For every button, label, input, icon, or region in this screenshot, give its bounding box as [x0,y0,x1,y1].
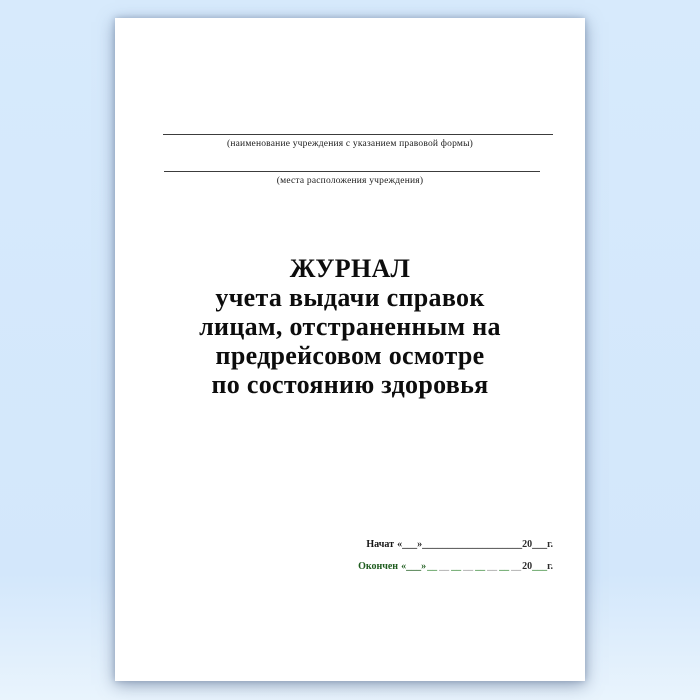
title-line-2: учета выдачи справок [215,283,485,312]
end-date-fill-dash: __ [463,561,474,572]
end-date-year-prefix: 20 [522,561,533,572]
end-date-fill-dash: __ [511,561,522,572]
end-date-fill-dash: __ [427,561,438,572]
start-date-label: Начат [366,539,395,550]
dates-block [358,534,553,578]
end-date-fill [426,561,522,572]
end-date-fill-dash: __ [499,561,510,572]
end-date-year-blank: ___ [532,561,548,572]
start-date-quote-blank: «___» [397,539,423,550]
title-line-3: лицам, отстраненным на [199,312,501,341]
title-line-1: ЖУРНАЛ [289,254,411,283]
end-date-fill-dash: __ [475,561,486,572]
journal-title [115,254,585,399]
journal-cover-page [115,18,585,681]
start-date-year-blank: ___ [532,539,548,550]
title-line-4: предрейсовом осмотре [215,341,485,370]
end-date-row [358,556,553,578]
end-date-year-suffix: г. [547,561,553,572]
org-location-line [164,171,540,172]
end-date-fill-dash: __ [439,561,450,572]
end-date-label: Окончен [358,561,399,572]
org-location-caption: (места расположения учреждения) [276,176,424,186]
org-name-line [163,134,553,135]
start-date-year-prefix: 20 [522,539,533,550]
title-line-5: по состоянию здоровья [211,370,489,399]
end-date-quote-blank: «___» [401,561,427,572]
start-date-fill: ____________________ [422,539,523,550]
start-date-row [358,534,553,556]
end-date-fill-dash: __ [451,561,462,572]
start-date-year-suffix: г. [547,539,553,550]
org-name-caption: (наименование учреждения с указанием правовой формы) [226,139,474,149]
end-date-fill-dash: __ [487,561,498,572]
